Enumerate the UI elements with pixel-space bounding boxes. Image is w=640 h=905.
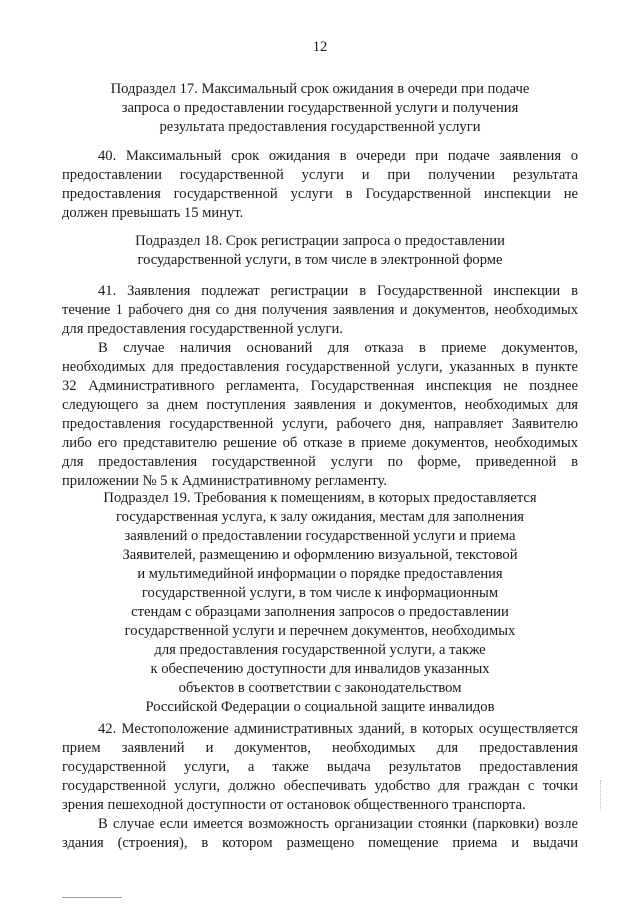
subsection-19-heading — [62, 489, 578, 717]
heading-line: государственной услуги и перечнем документов, необходимых — [124, 623, 516, 639]
paragraph-line: прием заявлений и документов, необходимых для предоставления — [62, 740, 578, 756]
heading-line: государственной услуги, в том числе в электронной форме — [137, 252, 503, 268]
paragraph-line: зрения пешеходной доступности от остановок общественного транспорта. — [62, 797, 526, 813]
page-number: 12 — [312, 39, 328, 55]
paragraph-line: предоставления государственной услуги в Государственной инспекции не — [62, 186, 578, 202]
paragraph-line: течение 1 рабочего дня со дня получения заявления и документов, необходимых — [62, 302, 578, 318]
heading-line: заявлений о предоставлении государственной услуги и приема — [124, 528, 516, 544]
paragraph-line: приложении № 5 к Административному регламенту. — [62, 473, 387, 489]
margin-mark — [600, 780, 607, 810]
paragraph-41-refusal — [62, 339, 578, 491]
paragraph-line: необходимых для предоставления государственной услуги, указанных в пункте — [62, 359, 578, 375]
heading-line: объектов в соответствии с законодательством — [178, 680, 462, 696]
heading-line: Подраздел 17. Максимальный срок ожидания в очереди при подаче — [110, 81, 530, 97]
paragraph-41 — [62, 282, 578, 339]
paragraph-42-parking — [62, 815, 578, 853]
heading-line: стендам с образцами заполнения запросов о предоставлении — [131, 604, 509, 620]
paragraph-42 — [62, 720, 578, 815]
heading-line: Заявителей, размещению и оформлению визуальной, текстовой — [122, 547, 518, 563]
subsection-17-heading — [62, 80, 578, 137]
heading-line: Российской Федерации о социальной защите инвалидов — [145, 699, 495, 715]
heading-line: Подраздел 18. Срок регистрации запроса о предоставлении — [135, 233, 505, 249]
paragraph-line: 41. Заявления подлежат регистрации в Государственной инспекции в — [98, 283, 578, 299]
paragraph-line: либо его представителю решение об отказе в приеме документов, необходимых — [62, 435, 578, 451]
heading-line: к обеспечению доступности для инвалидов указанных — [150, 661, 490, 677]
paragraph-line: предоставлении государственной услуги и при получении результата — [62, 167, 578, 183]
paragraph-line: здания (строения), в котором размещено помещение приема и выдачи — [62, 835, 578, 851]
heading-line: и мультимедийной информации о порядке предоставления — [137, 566, 503, 582]
paragraph-line: государственной услуги, должно обеспечивать удобство для граждан с точки — [62, 778, 578, 794]
paragraph-line: 42. Местоположение административных зданий, в которых осуществляется — [98, 721, 578, 737]
paragraph-line: государственной услуги, а также выдача результатов предоставления — [62, 759, 578, 775]
paragraph-line: для предоставления государственной услуги по форме, приведенной в — [62, 454, 578, 470]
footer-rule — [62, 897, 122, 898]
heading-line: результата предоставления государственной услуги — [159, 119, 481, 135]
document-page — [62, 0, 578, 905]
paragraph-line: 32 Административного регламента, Государственная инспекция не позднее — [62, 378, 578, 394]
heading-line: запроса о предоставлении государственной услуги и получения — [121, 100, 519, 116]
subsection-18-heading — [62, 232, 578, 270]
paragraph-line: 40. Максимальный срок ожидания в очереди при подаче заявления о — [98, 148, 578, 164]
heading-line: государственной услуги, в том числе к информационным — [141, 585, 499, 601]
paragraph-line: предоставления государственной услуги, рабочего дня, направляет Заявителю — [62, 416, 578, 432]
paragraph-line: для предоставления государственной услуги. — [62, 321, 343, 337]
paragraph-40 — [62, 147, 578, 223]
paragraph-line: следующего за днем поступления заявления и документов, необходимых для — [62, 397, 578, 413]
paragraph-line: должен превышать 15 минут. — [62, 205, 244, 221]
paragraph-line: В случае если имеется возможность организации стоянки (парковки) возле — [98, 816, 578, 832]
heading-line: Подраздел 19. Требования к помещениям, в которых предоставляется — [103, 490, 537, 506]
heading-line: государственная услуга, к залу ожидания, местам для заполнения — [116, 509, 524, 525]
paragraph-line: В случае наличия оснований для отказа в приеме документов, — [98, 340, 578, 356]
heading-line: для предоставления государственной услуги, а также — [154, 642, 486, 658]
